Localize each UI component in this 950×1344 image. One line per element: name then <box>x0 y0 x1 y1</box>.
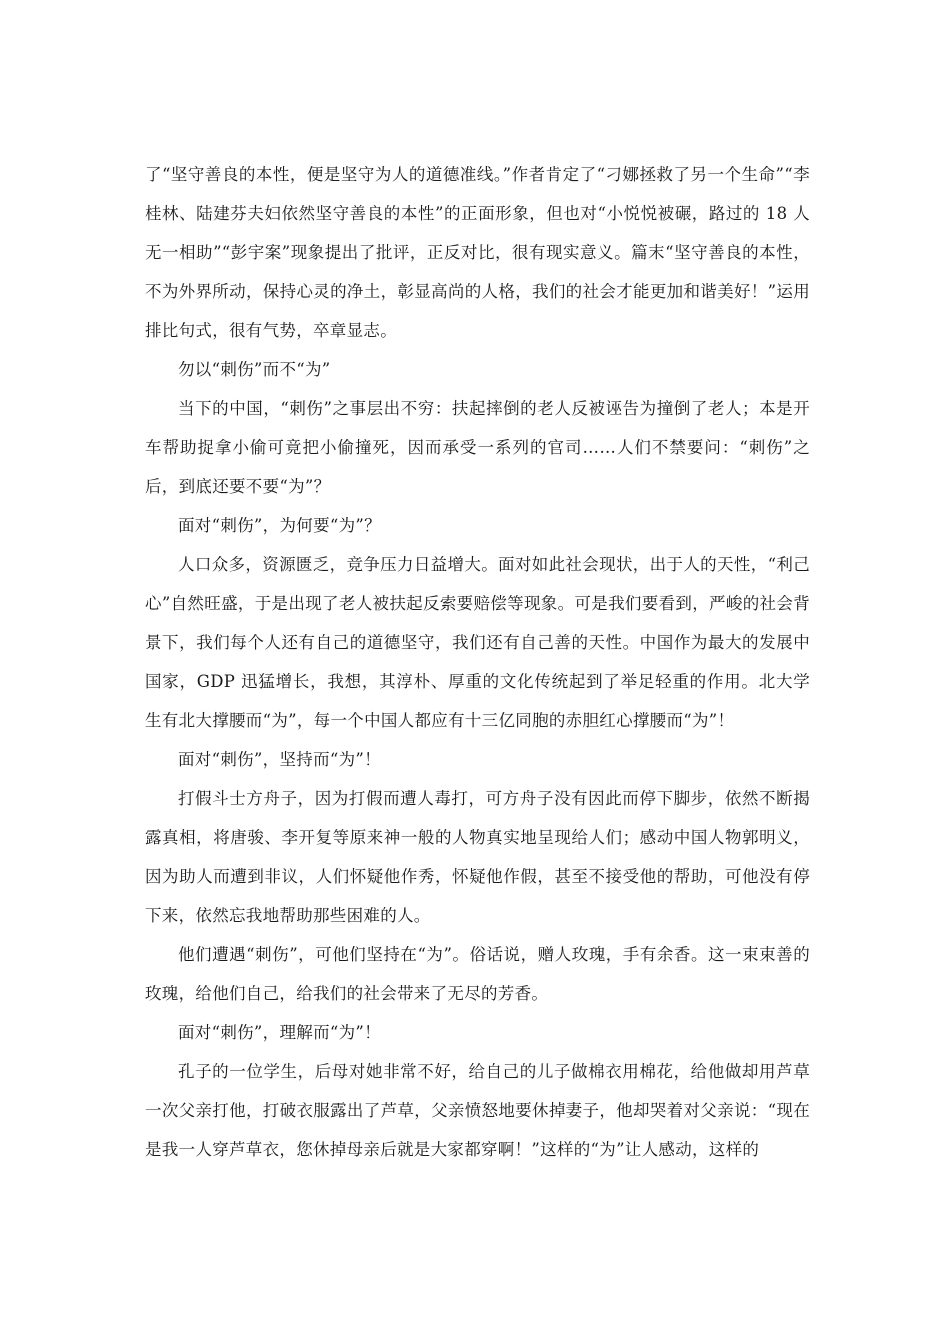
paragraph-persist-summary: 他们遭遇“刺伤”，可他们坚持在“为”。俗话说，赠人玫瑰，手有余香。这一束束善的玫瑰，给他们自己，给我们的社会带来了无尽的芳香。 <box>145 945 810 1003</box>
document-body <box>145 155 810 1169</box>
paragraph-persist-examples: 打假斗士方舟子，因为打假而遭人毒打，可方舟子没有因此而停下脚步，依然不断揭露真相，将唐骏、李开复等原来神一般的人物真实地呈现给人们；感动中国人物郭明义，因为助人而遭到非议，人们怀疑他作秀，怀疑他作假，甚至不接受他的帮助，可他没有停下来，依然忘我地帮助那些困难的人。 <box>145 789 810 925</box>
paragraph-commentary: 了“坚守善良的本性，便是坚守为人的道德准线。”作者肯定了“刁娜拯救了另一个生命”“李桂林、陆建芬夫妇依然坚守善良的本性”的正面形象，但也对“小悦悦被碾，路过的 18 人无一相助”“彭宇案”现象提出了批评，正反对比，很有现实意义。篇末“坚守善良的本性，不为外界所动，保持心灵的净土，彰显高尚的人格，我们的社会才能更加和谐美好！”运用排比句式，很有气势，卒章显志。 <box>145 165 810 340</box>
paragraph-understand-example: 孔子的一位学生，后母对她非常不好，给自己的儿子做棉衣用棉花，给他做却用芦草一次父亲打他，打破衣服露出了芦草，父亲愤怒地要休掉妻子，他却哭着对父亲说：“现在是我一人穿芦草衣，您休掉母亲后就是大家都穿啊！”这样的“为”让人感动，这样的 <box>145 1062 810 1159</box>
paragraph-why: 人口众多，资源匮乏，竞争压力日益增大。面对如此社会现状，出于人的天性，“利己心”自然旺盛，于是出现了老人被扶起反索要赔偿等现象。可是我们要看到，严峻的社会背景下，我们每个人还有自己的道德坚守，我们还有自己善的天性。中国作为最大的发展中国家，GDP 迅猛增长，我想，其淳朴、厚重的文化传统起到了举足轻重的作用。北大学生有北大撑腰而“为”，每一个中国人都应有十三亿同胞的赤胆红心撑腰而“为”！ <box>145 555 810 730</box>
section-heading-persist: 面对“刺伤”，坚持而“为”！ <box>178 750 381 769</box>
essay-title: 勿以“刺伤”而不“为” <box>178 360 331 379</box>
paragraph-intro: 当下的中国，“刺伤”之事层出不穷：扶起摔倒的老人反被诬告为撞倒了老人；本是开车帮助捉拿小偷可竟把小偷撞死，因而承受一系列的官司……人们不禁要问：“刺伤”之后，到底还要不要“为”？ <box>145 399 810 496</box>
section-heading-understand: 面对“刺伤”，理解而“为”！ <box>178 1023 381 1042</box>
section-heading-why: 面对“刺伤”，为何要“为”？ <box>178 516 381 535</box>
